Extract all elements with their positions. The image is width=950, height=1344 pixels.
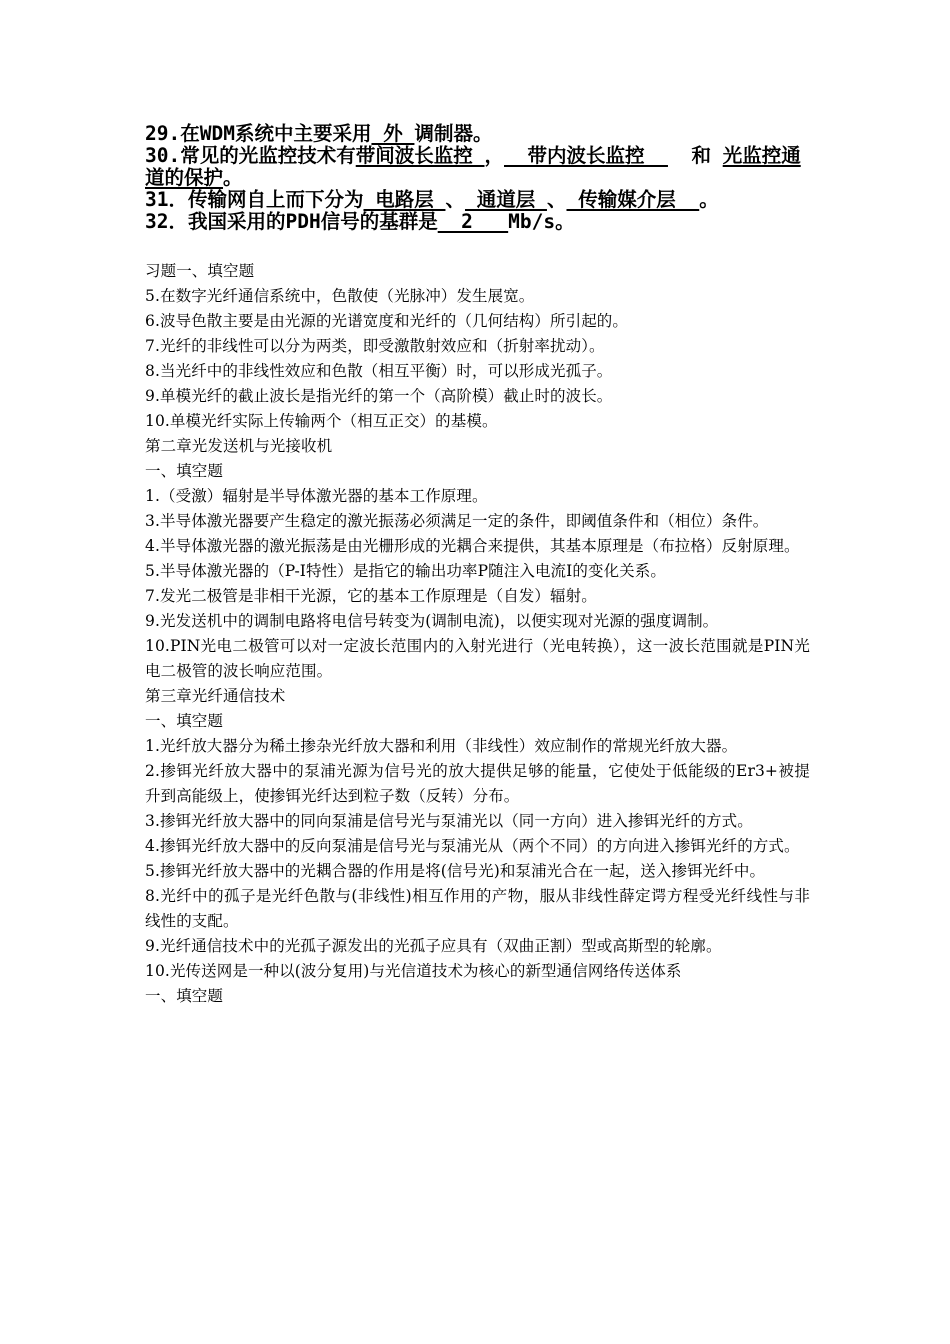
- text-line: 1.光纤放大器分为稀土掺杂光纤放大器和利用（非线性）效应制作的常规光纤放大器。: [145, 737, 738, 755]
- question-32: [145, 211, 810, 233]
- text-line: 10.光传送网是一种以(波分复用)与光信道技术为核心的新型通信网络传送体系: [145, 962, 682, 980]
- text-line: 8.光纤中的孤子是光纤色散与(非线性)相互作用的产物，服从非线性薛定谔方程受光纤线性与非线性的支配。: [145, 887, 810, 930]
- text-line: 9.光发送机中的调制电路将电信号转变为(调制电流)，以便实现对光源的强度调制。: [145, 612, 719, 630]
- q31-answer-1: 电路层: [363, 188, 446, 211]
- chapter-heading: 第三章光纤通信技术: [145, 687, 286, 705]
- text-line: 5.在数字光纤通信系统中，色散使（光脉冲）发生展宽。: [145, 287, 535, 305]
- text-line: 7.发光二极管是非相干光源，它的基本工作原理是（自发）辐射。: [145, 587, 597, 605]
- question-30: [145, 145, 810, 189]
- q31-sep-1: 、: [445, 188, 465, 211]
- q30-answer-1: 带间波长监控: [355, 144, 485, 167]
- text-line: 10.PIN光电二极管可以对一定波长范围内的入射光进行（光电转换），这一波长范围就是PIN光电二极管的波长响应范围。: [145, 637, 810, 680]
- q30-answer-3: 光监控通道的保护: [145, 144, 801, 189]
- q29-text-end: 调制器。: [414, 122, 493, 145]
- text-line: 1.（受激）辐射是半导体激光器的基本工作原理。: [145, 487, 488, 505]
- q32-text: 32．我国采用的PDH信号的基群是: [145, 210, 438, 233]
- q31-text-end: 。: [699, 188, 719, 211]
- text-line: 5.掺铒光纤放大器中的光耦合器的作用是将(信号光)和泵浦光合在一起，送入掺铒光纤中。: [145, 862, 766, 880]
- text-line: 7.光纤的非线性可以分为两类，即受激散射效应和（折射率扰动）。: [145, 337, 605, 355]
- section-heading: 一、填空题: [145, 462, 224, 480]
- text-line: 5.半导体激光器的（P-I特性）是指它的输出功率P随注入电流I的变化关系。: [145, 562, 666, 580]
- q32-answer: 2: [437, 210, 509, 233]
- fill-in-answers-block: [145, 123, 810, 233]
- q30-text: 30.常见的光监控技术有: [145, 144, 356, 167]
- q29-text: 29.在WDM系统中主要采用: [145, 122, 372, 145]
- q31-answer-2: 通道层: [464, 188, 547, 211]
- section-heading: 一、填空题: [145, 712, 224, 730]
- q29-answer: 外: [371, 122, 415, 145]
- q30-text-end: 。: [223, 166, 243, 189]
- q30-sep-1: ，: [484, 144, 504, 167]
- text-line: 2.掺铒光纤放大器中的泵浦光源为信号光的放大提供足够的能量，它使处于低能级的Er3+被提升到高能级上，使掺铒光纤达到粒子数（反转）分布。: [145, 762, 810, 805]
- document-page: [145, 123, 810, 1009]
- q31-text: 31．传输网自上而下分为: [145, 188, 364, 211]
- spacer: [145, 233, 810, 259]
- q32-text-end: Mb/s。: [508, 210, 575, 233]
- q30-answer-2: 带内波长监控: [504, 144, 668, 167]
- chapter-heading: 第二章光发送机与光接收机: [145, 437, 333, 455]
- text-line: 8.当光纤中的非线性效应和色散（相互平衡）时，可以形成光孤子。: [145, 362, 613, 380]
- text-line: 3.掺铒光纤放大器中的同向泵浦是信号光与泵浦光以（同一方向）进入掺铒光纤的方式。: [145, 812, 753, 830]
- section-heading: 一、填空题: [145, 987, 224, 1005]
- text-line: 10.单模光纤实际上传输两个（相互正交）的基模。: [145, 412, 498, 430]
- text-line: 9.单模光纤的截止波长是指光纤的第一个（高阶模）截止时的波长。: [145, 387, 613, 405]
- text-line: 9.光纤通信技术中的光孤子源发出的光孤子应具有（双曲正割）型或高斯型的轮廓。: [145, 937, 722, 955]
- q31-answer-3: 传输媒介层: [566, 188, 700, 211]
- text-line: 4.半导体激光器的激光振荡是由光栅形成的光耦合来提供，其基本原理是（布拉格）反射原理。: [145, 537, 800, 555]
- text-line: 习题一、填空题: [145, 262, 255, 280]
- text-line: 4.掺铒光纤放大器中的反向泵浦是信号光与泵浦光从（两个不同）的方向进入掺铒光纤的方式。: [145, 837, 800, 855]
- q30-sep-2: 和: [667, 144, 723, 167]
- text-line: 3.半导体激光器要产生稳定的激光振荡必须满足一定的条件，即阈值条件和（相位）条件。: [145, 512, 769, 530]
- text-line: 6.波导色散主要是由光源的光谱宽度和光纤的（几何结构）所引起的。: [145, 312, 628, 330]
- exercise-text: [145, 259, 810, 1009]
- question-31: [145, 189, 810, 211]
- q31-sep-2: 、: [546, 188, 567, 211]
- question-29: [145, 123, 810, 145]
